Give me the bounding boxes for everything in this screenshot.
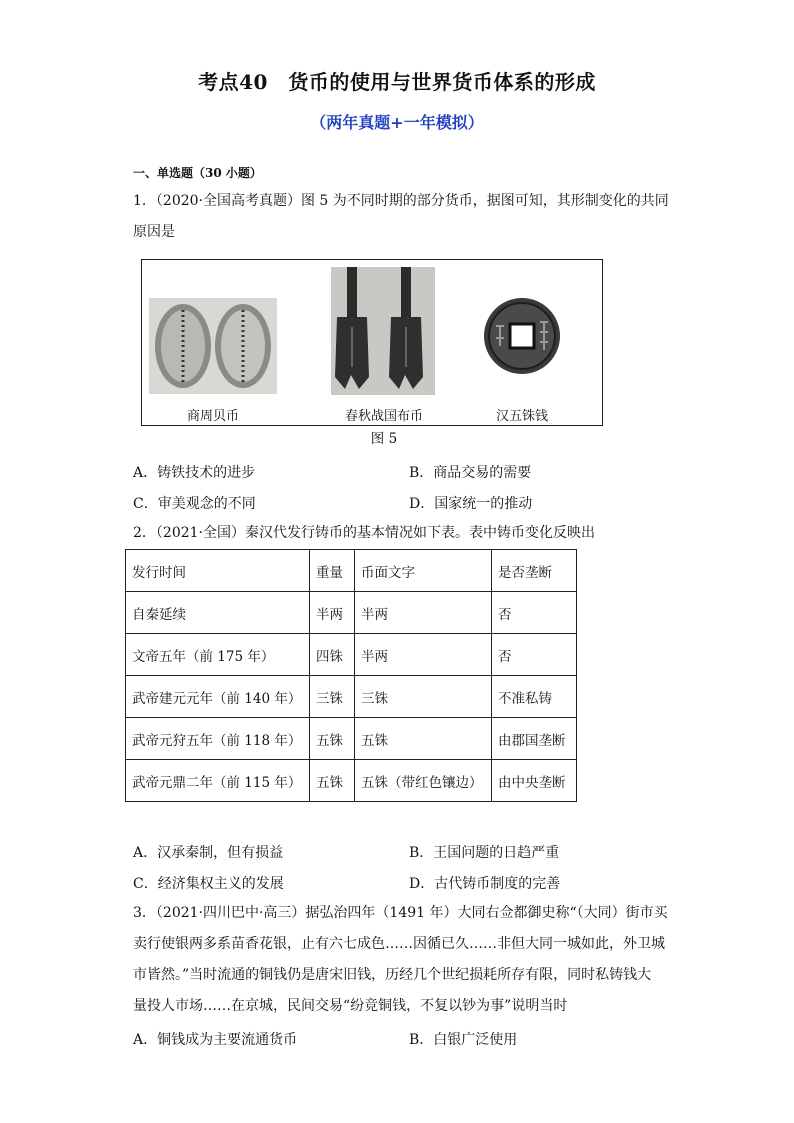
cowrie-shells-image	[149, 298, 277, 394]
table-header-cell: 重量	[310, 550, 355, 592]
table-cell: 武帝建元元年（前 140 年）	[126, 676, 310, 718]
q1-option-c[interactable]: C．审美观念的不同	[133, 496, 256, 512]
table-cell: 武帝元狩五年（前 118 年）	[126, 718, 310, 760]
page-subtitle: （两年真题+一年模拟）	[310, 113, 484, 132]
wuzhu-coin-image	[482, 296, 562, 376]
q2-option-c[interactable]: C．经济集权主义的发展	[133, 876, 284, 892]
table-row	[126, 760, 577, 802]
q1-option-d[interactable]: D．国家统一的推动	[409, 496, 533, 512]
table-header-cell: 是否垄断	[492, 550, 577, 592]
q2-option-b[interactable]: B．王国问题的日趋严重	[409, 845, 560, 861]
table-cell: 三铢	[355, 676, 492, 718]
table-header-cell: 发行时间	[126, 550, 310, 592]
q3-option-a[interactable]: A．铜钱成为主要流通货币	[133, 1032, 298, 1048]
table-header-cell: 币面文字	[355, 550, 492, 592]
q1-option-b[interactable]: B．商品交易的需要	[409, 465, 532, 481]
q1-stem-line2: 原因是	[133, 224, 175, 240]
table-row	[126, 718, 577, 760]
table-cell: 五铢	[310, 760, 355, 802]
table-cell: 由郡国垄断	[492, 718, 577, 760]
table-cell: 五铢	[355, 718, 492, 760]
figure-caption-cowrie: 商周贝币	[186, 409, 239, 424]
q3-stem-line3: 市皆然。”当时流通的铜钱仍是唐宋旧钱，历经几个世纪损耗所存有限，同时私铸钱大	[133, 967, 652, 983]
q3-stem-line1: 3．（2021·四川巴中·高三）据弘治四年（1491 年）大同右佥都御史称“（大同）街市买	[133, 905, 668, 921]
page-title: 考点40 货币的使用与世界货币体系的形成	[198, 70, 596, 94]
table-cell: 三铢	[310, 676, 355, 718]
table-cell: 由中央垄断	[492, 760, 577, 802]
table-cell: 自秦延续	[126, 592, 310, 634]
table-row	[126, 592, 577, 634]
section-heading: 一、单选题（30 小题）	[133, 166, 262, 180]
q3-stem-line2: 卖行使银两多系苗香花银，止有六七成色……因循已久……非但大同一城如此，外卫城	[133, 936, 665, 952]
q3-option-b[interactable]: B．白银广泛使用	[409, 1032, 518, 1048]
table-cell: 否	[492, 634, 577, 676]
figure-caption-spade: 春秋战国布币	[344, 409, 423, 424]
table-cell: 半两	[355, 592, 492, 634]
table-cell: 否	[492, 592, 577, 634]
table-cell: 五铢	[310, 718, 355, 760]
table-cell: 武帝元鼎二年（前 115 年）	[126, 760, 310, 802]
q2-stem: 2．（2021·全国）秦汉代发行铸币的基本情况如下表。表中铸币变化反映出	[133, 525, 595, 541]
table-row	[126, 634, 577, 676]
table-cell: 不准私铸	[492, 676, 577, 718]
table-row	[126, 676, 577, 718]
q1-figure	[141, 259, 603, 426]
q2-option-d[interactable]: D．古代铸币制度的完善	[409, 876, 561, 892]
table-cell: 文帝五年（前 175 年）	[126, 634, 310, 676]
table-cell: 半两	[310, 592, 355, 634]
table-cell: 五铢（带红色镶边）	[355, 760, 492, 802]
figure-caption-wuzhu: 汉五铢钱	[495, 409, 548, 424]
table-header-row	[126, 550, 577, 592]
table-cell: 四铢	[310, 634, 355, 676]
q1-stem-line1: 1．（2020·全国高考真题）图 5 为不同时期的部分货币，据图可知，其形制变化的共同	[133, 193, 669, 209]
spade-coins-image	[331, 267, 435, 395]
q3-stem-line4: 量投人市场……在京城，民间交易“纷竞铜钱，不复以钞为事”说明当时	[133, 998, 568, 1014]
q2-option-a[interactable]: A．汉承秦制，但有损益	[133, 845, 284, 861]
table-cell: 半两	[355, 634, 492, 676]
figure-label: 图 5	[370, 431, 398, 447]
coinage-table	[125, 549, 577, 802]
q1-option-a[interactable]: A．铸铁技术的进步	[133, 465, 256, 481]
